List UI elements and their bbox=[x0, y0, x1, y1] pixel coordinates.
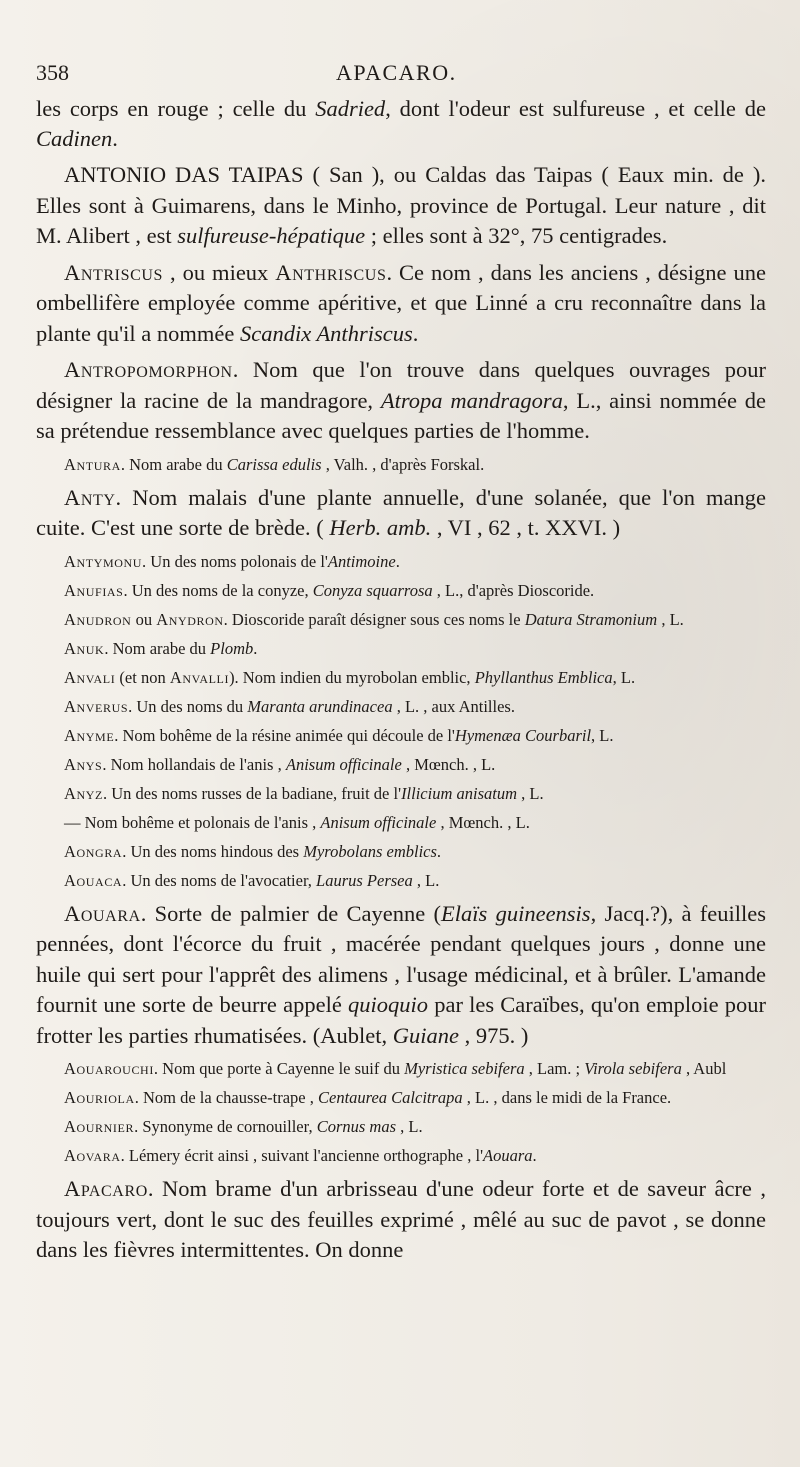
text: , VI , 62 , t. XXVI. ) bbox=[431, 515, 621, 540]
text: (et non bbox=[115, 667, 170, 687]
entry-headword: Anvali bbox=[64, 667, 116, 687]
text: . Nom arabe du bbox=[120, 454, 227, 474]
entry-antonio-das-taipas bbox=[36, 160, 766, 252]
entry-anys bbox=[36, 753, 766, 777]
text: , L. , aux Antilles. bbox=[392, 696, 515, 716]
text: , L. bbox=[591, 725, 614, 745]
text: , Aubl bbox=[681, 1059, 727, 1078]
text: . Nom de la chausse-trape , bbox=[134, 1088, 318, 1107]
text: . bbox=[436, 841, 442, 861]
entry-headword: Anufias bbox=[64, 580, 124, 600]
entry-headword: Anverus bbox=[64, 696, 129, 716]
entry-headword: ANTONIO DAS TAIPAS bbox=[64, 162, 304, 187]
page-content bbox=[36, 58, 766, 1272]
entry-headword: Aournier bbox=[64, 1117, 135, 1136]
entry-aouarouchi bbox=[36, 1057, 766, 1081]
text: par les Caraïbes, qu'on emploie pour frotter les parties rhumatisées. (Aublet, bbox=[36, 992, 766, 1048]
italic-term: Elaïs guineensis bbox=[441, 900, 591, 926]
entry-anverus bbox=[36, 695, 766, 719]
italic-term: quioquio bbox=[348, 992, 429, 1017]
italic-term: sulfureuse-hépatique bbox=[177, 223, 366, 248]
italic-term: Anisum officinale bbox=[320, 812, 437, 832]
entry-anvali bbox=[36, 666, 766, 690]
italic-term: Antimoine bbox=[327, 551, 396, 571]
text: . Sorte de palmier de Cayenne ( bbox=[140, 900, 442, 926]
text: , L. bbox=[412, 870, 440, 890]
text: . Synonyme de cornouiller, bbox=[134, 1117, 317, 1136]
text: . Lémery écrit ainsi , suivant l'ancienne orthographe , l' bbox=[120, 1146, 484, 1165]
text: . Ce nom , dans les anciens , désigne une ombellifère employée comme apéritive, et que Linné a cru reconnaître dans la plante qu'il a nommée bbox=[36, 259, 766, 346]
text: . Nom hollandais de l'anis , bbox=[102, 754, 286, 774]
italic-term: Myrobolans emblics bbox=[303, 841, 437, 861]
entry-anyz-continued bbox=[36, 811, 766, 835]
entry-headword: Anthriscus bbox=[275, 259, 387, 285]
text: . bbox=[532, 1146, 537, 1165]
text: . Nom bohême de la résine animée qui découle de l' bbox=[114, 725, 455, 745]
text: , L. bbox=[517, 783, 544, 803]
text: , dont l'odeur est sulfureuse , et celle de bbox=[385, 96, 766, 121]
text: . Un des noms de la conyze, bbox=[123, 580, 313, 600]
entry-antymonu bbox=[36, 550, 766, 574]
text: . Un des noms de l'avocatier, bbox=[122, 870, 317, 890]
italic-term: Cadinen bbox=[36, 126, 113, 151]
italic-term: Centaurea Calcitrapa bbox=[317, 1088, 463, 1107]
italic-term: Laurus Persea bbox=[316, 870, 413, 890]
text: . Nom brame d'un arbrisseau d'une odeur forte et de saveur âcre , toujours vert, dont le suc des feuilles exprimé , mêlé au suc de pavot , se donne dans les fièvres intermittentes. On donne bbox=[36, 1176, 766, 1262]
entry-headword: Anty bbox=[64, 484, 116, 510]
italic-term: Aouara bbox=[483, 1146, 533, 1165]
italic-term: Carissa edulis bbox=[226, 454, 322, 474]
text: ; elles sont à 32°, 75 centigrades. bbox=[365, 223, 668, 248]
italic-term: Cornus mas bbox=[316, 1117, 397, 1136]
page-number: 358 bbox=[36, 60, 69, 85]
entry-apacaro bbox=[36, 1174, 766, 1266]
text: , Valh. , d'après Forskal. bbox=[321, 454, 485, 474]
entry-continuation bbox=[36, 94, 766, 154]
entry-headword: Aouriola bbox=[64, 1088, 135, 1107]
text: . Un des noms polonais de l' bbox=[142, 551, 328, 571]
italic-term: Scandix Anthriscus bbox=[240, 320, 413, 346]
entry-headword: Anudron bbox=[64, 609, 132, 629]
entry-headword: Aouarouchi bbox=[64, 1059, 154, 1078]
text: les corps en rouge ; celle du bbox=[36, 96, 316, 121]
italic-term: Atropa mandragora bbox=[380, 387, 563, 413]
italic-term: Herb. amb. bbox=[329, 515, 432, 540]
entry-anuk bbox=[36, 637, 766, 661]
entry-anyme bbox=[36, 724, 766, 748]
text: , L. bbox=[657, 609, 684, 629]
entry-aovara bbox=[36, 1144, 766, 1168]
entry-aongra bbox=[36, 840, 766, 864]
italic-term: Maranta arundinacea bbox=[247, 696, 393, 716]
entry-antriscus bbox=[36, 258, 766, 350]
entry-headword: Antura bbox=[64, 454, 121, 474]
text: . Un des noms russes de la badiane, fruit de l' bbox=[102, 783, 402, 803]
text: Nom bohême et polonais de l'anis , bbox=[80, 812, 321, 832]
entry-headword: Antymonu bbox=[64, 551, 143, 571]
entry-aouara bbox=[36, 899, 766, 1052]
entry-headword: Antriscus bbox=[64, 259, 164, 285]
entry-headword: Anvalli bbox=[169, 667, 230, 687]
text: , L., ainsi nommée de sa prétendue ressemblance avec quelques parties de l'homme. bbox=[36, 387, 766, 443]
text: . Nom malais d'une plante annuelle, d'une solanée, que l'on mange cuite. C'est une sorte de brède. ( bbox=[36, 484, 766, 540]
text: . Nom arabe du bbox=[104, 638, 211, 658]
entry-anyz bbox=[36, 782, 766, 806]
text: . Un des noms du bbox=[128, 696, 248, 716]
entry-headword: Anydron bbox=[156, 609, 224, 629]
italic-term: Datura Stramonium bbox=[524, 609, 658, 629]
entry-headword: Aouaca bbox=[64, 870, 123, 890]
italic-term: Illicium anisatum bbox=[401, 783, 518, 803]
text: , L. , dans le midi de la France. bbox=[462, 1088, 672, 1107]
entry-antura bbox=[36, 453, 766, 477]
entry-aouriola bbox=[36, 1086, 766, 1110]
entry-headword: Anyz bbox=[64, 783, 103, 803]
italic-term: Conyza squarrosa bbox=[312, 580, 433, 600]
text: , Mœnch. , L. bbox=[436, 812, 530, 832]
text: , ou mieux bbox=[163, 259, 276, 285]
italic-term: Sadried bbox=[315, 96, 386, 121]
text: , L., d'après Dioscoride. bbox=[432, 580, 595, 600]
text: ). Nom indien du myrobolan emblic, bbox=[229, 667, 475, 687]
entry-headword: Anys bbox=[64, 754, 103, 774]
text: . bbox=[253, 638, 258, 658]
text: , Mœnch. , L. bbox=[401, 754, 496, 774]
running-header bbox=[36, 58, 766, 94]
text: . Dioscoride paraît désigner sous ces noms le bbox=[223, 609, 525, 629]
italic-term: Virola sebifera bbox=[584, 1059, 682, 1078]
text: , L. bbox=[612, 667, 636, 687]
italic-term: Anisum officinale bbox=[285, 754, 402, 774]
italic-term: Plomb bbox=[210, 638, 254, 658]
text: , Jacq.?), à feuilles pennées, dont l'écorce du fruit , macérée pendant quelques jours , donne une huile qui sert pour l'apprêt des alimens , l'usage médicinal, et à brûler. L'amande fournit une sorte de beurre appelé bbox=[36, 900, 767, 1017]
entry-headword: Apacaro bbox=[64, 1176, 148, 1201]
italic-term: Myristica sebifera bbox=[404, 1059, 525, 1078]
text: . Nom que porte à Cayenne le suif du bbox=[153, 1059, 405, 1078]
text: , Lam. ; bbox=[524, 1059, 585, 1078]
text: ou bbox=[131, 609, 157, 629]
entry-aournier bbox=[36, 1115, 766, 1139]
entry-headword: Aovara bbox=[64, 1146, 121, 1165]
entry-headword: Aongra bbox=[64, 841, 123, 861]
text: . bbox=[112, 126, 118, 151]
italic-term: Guiane bbox=[392, 1022, 460, 1048]
entry-anudron bbox=[36, 608, 766, 632]
text: . bbox=[395, 551, 400, 571]
running-title: APACARO. bbox=[336, 60, 457, 85]
entry-headword: Anuk bbox=[64, 638, 105, 658]
dash: — bbox=[64, 812, 81, 832]
text: ( San ), ou Caldas das Taipas ( Eaux min. de ). Elles sont à Guimarens, dans le Minho, province de Portugal. Leur nature , dit M. Alibert , est bbox=[36, 162, 767, 248]
entry-headword: Anyme bbox=[64, 725, 115, 745]
text: . bbox=[412, 320, 419, 346]
text: . Un des noms hindous des bbox=[122, 841, 304, 861]
entry-anufias bbox=[36, 579, 766, 603]
entry-aouaca bbox=[36, 869, 766, 893]
entry-anty bbox=[36, 483, 766, 544]
entry-antropomorphon bbox=[36, 355, 766, 447]
text: , L. bbox=[396, 1117, 423, 1136]
text: , 975. ) bbox=[459, 1022, 529, 1048]
italic-term: Phyllanthus Emblica bbox=[474, 667, 613, 687]
entry-headword: Aouara bbox=[64, 900, 141, 926]
entry-headword: Antropomorphon bbox=[64, 357, 233, 382]
text: . Nom que l'on trouve dans quelques ouvrages pour désigner la racine de la mandragore, bbox=[36, 357, 766, 413]
italic-term: Hymenæa Courbaril bbox=[454, 725, 592, 745]
